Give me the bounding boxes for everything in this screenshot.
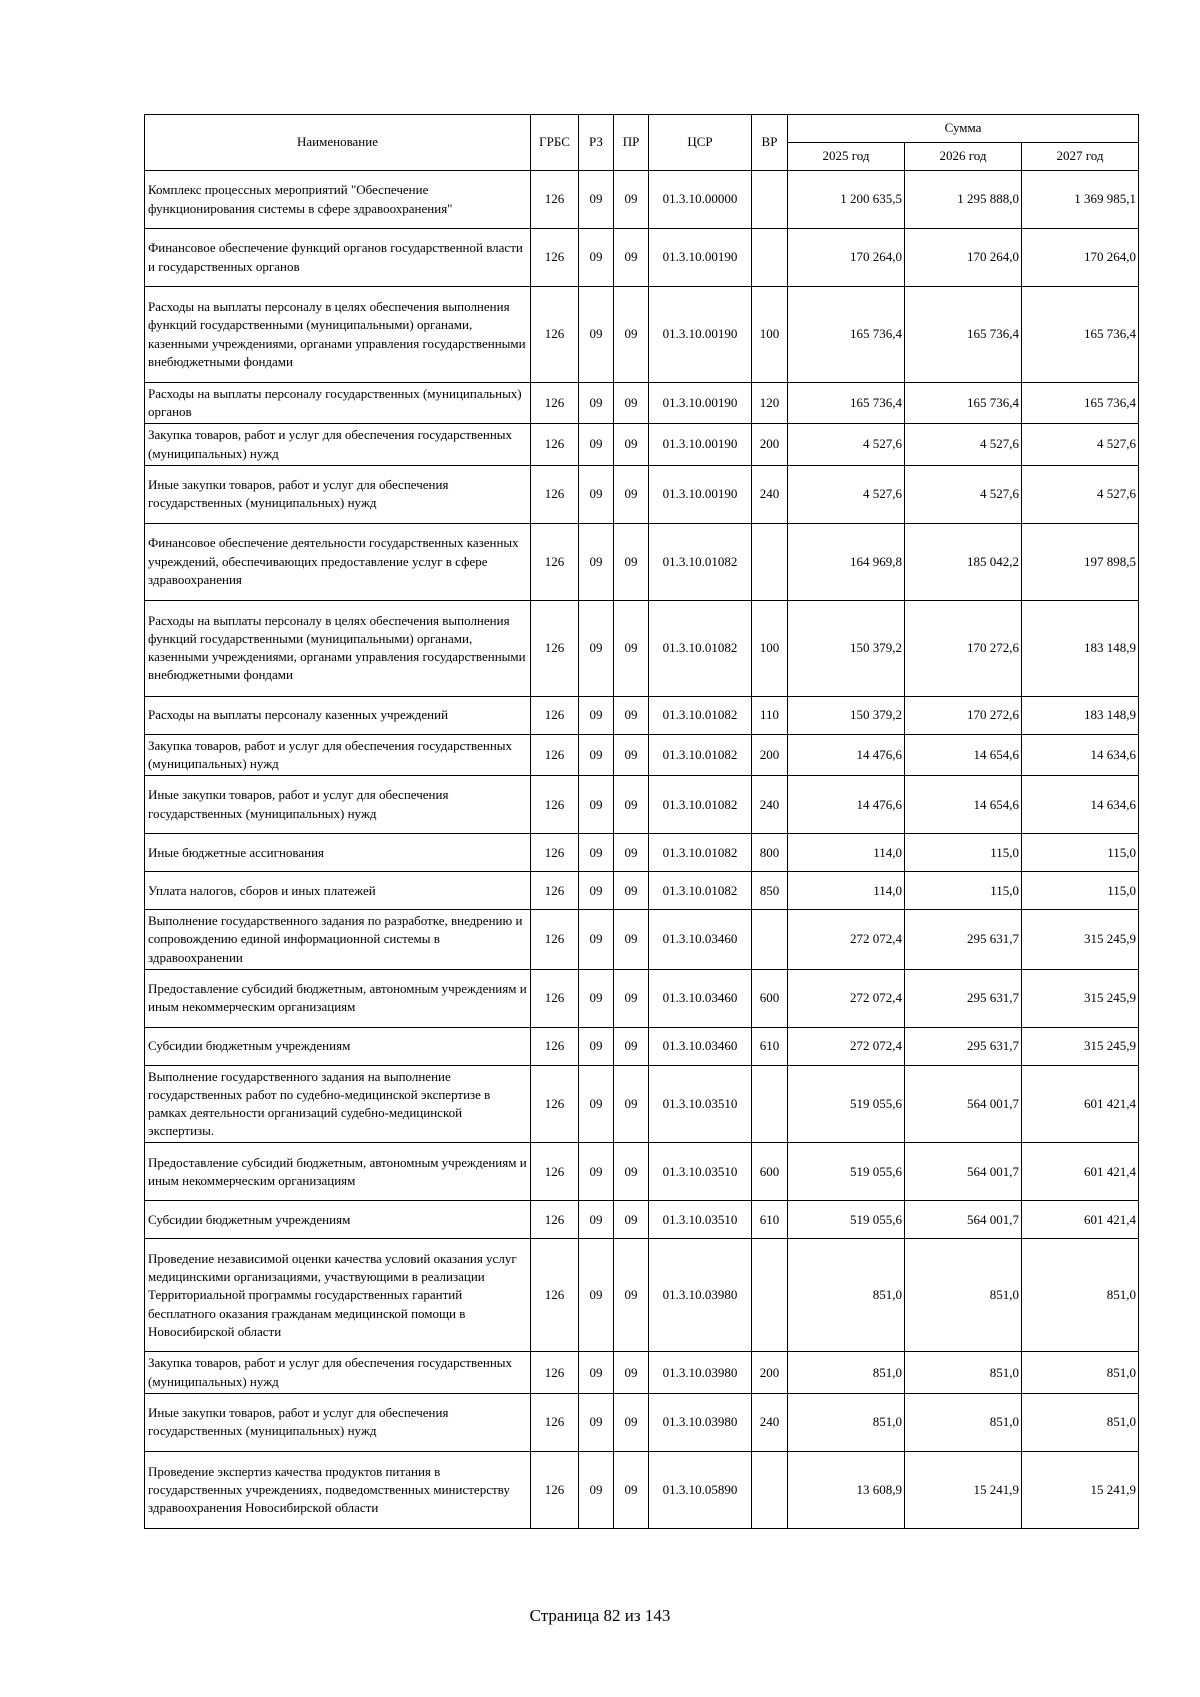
cell-name: Выполнение государственного задания на выполнение государственных работ по судебно-медицинской экспертизе в рамках деятельности организаций судебно-медицинской экспертизы. (145, 1065, 531, 1143)
cell-name: Иные закупки товаров, работ и услуг для обеспечения государственных (муниципальных) нужд (145, 1393, 531, 1451)
cell-grbs: 126 (531, 872, 579, 910)
cell-2027: 183 148,9 (1022, 696, 1139, 734)
cell-grbs: 126 (531, 523, 579, 600)
cell-2027: 14 634,6 (1022, 734, 1139, 775)
cell-2025: 114,0 (788, 872, 905, 910)
cell-vr: 800 (752, 834, 788, 872)
cell-vr: 110 (752, 696, 788, 734)
cell-pr: 09 (614, 696, 649, 734)
cell-name: Предоставление субсидий бюджетным, автономным учреждениям и иным некоммерческим организациям (145, 969, 531, 1027)
cell-vr: 850 (752, 872, 788, 910)
cell-2026: 170 272,6 (905, 600, 1022, 696)
cell-2027: 165 736,4 (1022, 383, 1139, 424)
cell-rz: 09 (579, 734, 614, 775)
cell-2025: 519 055,6 (788, 1143, 905, 1201)
cell-pr: 09 (614, 969, 649, 1027)
cell-grbs: 126 (531, 287, 579, 383)
cell-2026: 170 272,6 (905, 696, 1022, 734)
header-year-2027: 2027 год (1022, 143, 1139, 171)
cell-2026: 165 736,4 (905, 287, 1022, 383)
table-row (145, 287, 1139, 383)
cell-vr (752, 1239, 788, 1352)
cell-rz: 09 (579, 1065, 614, 1143)
cell-csr: 01.3.10.05890 (649, 1451, 752, 1528)
cell-grbs: 126 (531, 465, 579, 523)
cell-vr: 240 (752, 776, 788, 834)
cell-rz: 09 (579, 1393, 614, 1451)
cell-grbs: 126 (531, 600, 579, 696)
cell-2025: 1 200 635,5 (788, 171, 905, 229)
cell-grbs: 126 (531, 776, 579, 834)
cell-2025: 519 055,6 (788, 1065, 905, 1143)
cell-name: Закупка товаров, работ и услуг для обеспечения государственных (муниципальных) нужд (145, 734, 531, 775)
table-row (145, 383, 1139, 424)
header-year-2025: 2025 год (788, 143, 905, 171)
cell-vr (752, 229, 788, 287)
cell-2025: 150 379,2 (788, 600, 905, 696)
cell-csr: 01.3.10.03510 (649, 1143, 752, 1201)
cell-pr: 09 (614, 1451, 649, 1528)
table-row (145, 1065, 1139, 1143)
cell-pr: 09 (614, 776, 649, 834)
cell-2027: 14 634,6 (1022, 776, 1139, 834)
page-number: Страница 82 из 143 (529, 1606, 671, 1625)
cell-2025: 4 527,6 (788, 465, 905, 523)
cell-csr: 01.3.10.03980 (649, 1239, 752, 1352)
table-row (145, 424, 1139, 465)
cell-2025: 165 736,4 (788, 287, 905, 383)
table-row (145, 969, 1139, 1027)
cell-2025: 851,0 (788, 1393, 905, 1451)
cell-pr: 09 (614, 383, 649, 424)
cell-csr: 01.3.10.03980 (649, 1393, 752, 1451)
cell-pr: 09 (614, 872, 649, 910)
cell-2025: 114,0 (788, 834, 905, 872)
cell-2025: 272 072,4 (788, 969, 905, 1027)
cell-grbs: 126 (531, 383, 579, 424)
cell-rz: 09 (579, 696, 614, 734)
cell-2026: 295 631,7 (905, 969, 1022, 1027)
cell-vr: 610 (752, 1201, 788, 1239)
cell-2026: 564 001,7 (905, 1143, 1022, 1201)
cell-name: Иные бюджетные ассигнования (145, 834, 531, 872)
cell-rz: 09 (579, 1027, 614, 1065)
table-row (145, 1451, 1139, 1528)
cell-csr: 01.3.10.00000 (649, 171, 752, 229)
cell-csr: 01.3.10.00190 (649, 465, 752, 523)
cell-vr (752, 1451, 788, 1528)
cell-pr: 09 (614, 1143, 649, 1201)
cell-pr: 09 (614, 1201, 649, 1239)
cell-name: Расходы на выплаты персоналу в целях обеспечения выполнения функций государственными (муниципальными) органами, казенными учреждениями, органами управления государственными внебюджетными фондами (145, 600, 531, 696)
cell-csr: 01.3.10.01082 (649, 834, 752, 872)
cell-2025: 851,0 (788, 1239, 905, 1352)
cell-grbs: 126 (531, 1239, 579, 1352)
cell-2026: 4 527,6 (905, 465, 1022, 523)
header-csr: ЦСР (649, 115, 752, 171)
cell-name: Расходы на выплаты персоналу государственных (муниципальных) органов (145, 383, 531, 424)
table-row (145, 1352, 1139, 1393)
cell-2026: 4 527,6 (905, 424, 1022, 465)
cell-2027: 315 245,9 (1022, 969, 1139, 1027)
cell-vr: 200 (752, 424, 788, 465)
cell-2027: 4 527,6 (1022, 424, 1139, 465)
cell-grbs: 126 (531, 696, 579, 734)
cell-rz: 09 (579, 834, 614, 872)
cell-rz: 09 (579, 1451, 614, 1528)
table-row (145, 465, 1139, 523)
cell-2027: 4 527,6 (1022, 465, 1139, 523)
cell-csr: 01.3.10.01082 (649, 600, 752, 696)
cell-name: Расходы на выплаты персоналу в целях обеспечения выполнения функций государственными (муниципальными) органами, казенными учреждениями, органами управления государственными внебюджетными фондами (145, 287, 531, 383)
cell-name: Субсидии бюджетным учреждениям (145, 1027, 531, 1065)
cell-vr: 600 (752, 1143, 788, 1201)
cell-name: Комплекс процессных мероприятий "Обеспечение функционирования системы в сфере здравоохранения" (145, 171, 531, 229)
cell-2026: 851,0 (905, 1352, 1022, 1393)
cell-2025: 519 055,6 (788, 1201, 905, 1239)
budget-table (144, 114, 1139, 1529)
cell-pr: 09 (614, 1352, 649, 1393)
cell-vr: 600 (752, 969, 788, 1027)
table-row (145, 910, 1139, 970)
cell-rz: 09 (579, 969, 614, 1027)
cell-rz: 09 (579, 287, 614, 383)
cell-csr: 01.3.10.03460 (649, 969, 752, 1027)
table-row (145, 834, 1139, 872)
cell-vr: 240 (752, 1393, 788, 1451)
header-grbs: ГРБС (531, 115, 579, 171)
cell-csr: 01.3.10.01082 (649, 734, 752, 775)
cell-2027: 165 736,4 (1022, 287, 1139, 383)
cell-csr: 01.3.10.03980 (649, 1352, 752, 1393)
cell-vr: 240 (752, 465, 788, 523)
cell-grbs: 126 (531, 1143, 579, 1201)
cell-2025: 170 264,0 (788, 229, 905, 287)
cell-pr: 09 (614, 1239, 649, 1352)
cell-2026: 295 631,7 (905, 1027, 1022, 1065)
cell-2025: 4 527,6 (788, 424, 905, 465)
cell-vr: 100 (752, 287, 788, 383)
cell-name: Финансовое обеспечение деятельности государственных казенных учреждений, обеспечивающих предоставление услуг в сфере здравоохранения (145, 523, 531, 600)
cell-grbs: 126 (531, 229, 579, 287)
cell-2026: 170 264,0 (905, 229, 1022, 287)
cell-pr: 09 (614, 910, 649, 970)
table-row (145, 600, 1139, 696)
cell-rz: 09 (579, 465, 614, 523)
cell-vr (752, 1065, 788, 1143)
cell-2026: 851,0 (905, 1393, 1022, 1451)
cell-2027: 115,0 (1022, 872, 1139, 910)
cell-name: Иные закупки товаров, работ и услуг для обеспечения государственных (муниципальных) нужд (145, 465, 531, 523)
cell-name: Закупка товаров, работ и услуг для обеспечения государственных (муниципальных) нужд (145, 1352, 531, 1393)
table-row (145, 229, 1139, 287)
cell-2026: 1 295 888,0 (905, 171, 1022, 229)
cell-2026: 851,0 (905, 1239, 1022, 1352)
cell-name: Проведение независимой оценки качества условий оказания услуг медицинскими организациями, участвующими в реализации Территориальной программы государственных гарантий бесплатного оказания гражданам медицинской помощи в Новосибирской области (145, 1239, 531, 1352)
table-row (145, 171, 1139, 229)
header-rz: РЗ (579, 115, 614, 171)
cell-rz: 09 (579, 910, 614, 970)
cell-pr: 09 (614, 424, 649, 465)
cell-2025: 14 476,6 (788, 776, 905, 834)
cell-vr (752, 910, 788, 970)
cell-vr (752, 171, 788, 229)
cell-2026: 115,0 (905, 872, 1022, 910)
cell-csr: 01.3.10.01082 (649, 696, 752, 734)
cell-2026: 564 001,7 (905, 1065, 1022, 1143)
cell-2027: 170 264,0 (1022, 229, 1139, 287)
cell-2027: 315 245,9 (1022, 1027, 1139, 1065)
table-row (145, 734, 1139, 775)
cell-csr: 01.3.10.00190 (649, 287, 752, 383)
cell-name: Финансовое обеспечение функций органов государственной власти и государственных органов (145, 229, 531, 287)
table-row (145, 1393, 1139, 1451)
cell-vr: 100 (752, 600, 788, 696)
table-row (145, 776, 1139, 834)
cell-csr: 01.3.10.03510 (649, 1201, 752, 1239)
cell-pr: 09 (614, 600, 649, 696)
table-row (145, 1201, 1139, 1239)
cell-pr: 09 (614, 287, 649, 383)
cell-2027: 115,0 (1022, 834, 1139, 872)
cell-2025: 13 608,9 (788, 1451, 905, 1528)
cell-2027: 601 421,4 (1022, 1065, 1139, 1143)
cell-name: Субсидии бюджетным учреждениям (145, 1201, 531, 1239)
cell-2027: 601 421,4 (1022, 1201, 1139, 1239)
cell-grbs: 126 (531, 1027, 579, 1065)
cell-2026: 295 631,7 (905, 910, 1022, 970)
cell-2025: 150 379,2 (788, 696, 905, 734)
header-year-2026: 2026 год (905, 143, 1022, 171)
cell-2026: 15 241,9 (905, 1451, 1022, 1528)
cell-2026: 115,0 (905, 834, 1022, 872)
cell-rz: 09 (579, 383, 614, 424)
cell-rz: 09 (579, 229, 614, 287)
cell-2025: 165 736,4 (788, 383, 905, 424)
cell-csr: 01.3.10.00190 (649, 424, 752, 465)
cell-2026: 564 001,7 (905, 1201, 1022, 1239)
cell-pr: 09 (614, 834, 649, 872)
cell-grbs: 126 (531, 171, 579, 229)
cell-csr: 01.3.10.00190 (649, 229, 752, 287)
cell-name: Предоставление субсидий бюджетным, автономным учреждениям и иным некоммерческим организациям (145, 1143, 531, 1201)
cell-rz: 09 (579, 171, 614, 229)
cell-pr: 09 (614, 1027, 649, 1065)
table-row (145, 1143, 1139, 1201)
table-row (145, 872, 1139, 910)
table-row (145, 1027, 1139, 1065)
cell-pr: 09 (614, 734, 649, 775)
cell-grbs: 126 (531, 910, 579, 970)
cell-vr: 610 (752, 1027, 788, 1065)
cell-2027: 1 369 985,1 (1022, 171, 1139, 229)
cell-2026: 165 736,4 (905, 383, 1022, 424)
header-pr: ПР (614, 115, 649, 171)
cell-2025: 164 969,8 (788, 523, 905, 600)
cell-grbs: 126 (531, 969, 579, 1027)
cell-csr: 01.3.10.00190 (649, 383, 752, 424)
cell-grbs: 126 (531, 734, 579, 775)
cell-name: Проведение экспертиз качества продуктов питания в государственных учреждениях, подведомственных министерству здравоохранения Новосибирской области (145, 1451, 531, 1528)
cell-csr: 01.3.10.01082 (649, 872, 752, 910)
cell-rz: 09 (579, 1143, 614, 1201)
cell-name: Выполнение государственного задания по разработке, внедрению и сопровождению единой информационной системы в здравоохранении (145, 910, 531, 970)
cell-rz: 09 (579, 1239, 614, 1352)
cell-grbs: 126 (531, 1201, 579, 1239)
cell-csr: 01.3.10.01082 (649, 523, 752, 600)
table-row (145, 523, 1139, 600)
cell-grbs: 126 (531, 1393, 579, 1451)
cell-2027: 851,0 (1022, 1352, 1139, 1393)
cell-grbs: 126 (531, 1065, 579, 1143)
cell-grbs: 126 (531, 424, 579, 465)
cell-2027: 197 898,5 (1022, 523, 1139, 600)
cell-csr: 01.3.10.01082 (649, 776, 752, 834)
cell-csr: 01.3.10.03460 (649, 1027, 752, 1065)
cell-pr: 09 (614, 1065, 649, 1143)
cell-2027: 15 241,9 (1022, 1451, 1139, 1528)
cell-2027: 315 245,9 (1022, 910, 1139, 970)
cell-pr: 09 (614, 465, 649, 523)
cell-2027: 601 421,4 (1022, 1143, 1139, 1201)
cell-pr: 09 (614, 523, 649, 600)
cell-rz: 09 (579, 1352, 614, 1393)
cell-vr: 200 (752, 734, 788, 775)
table-body (145, 171, 1139, 1529)
table-header (145, 115, 1139, 171)
table-row (145, 1239, 1139, 1352)
header-sum: Сумма (788, 115, 1139, 143)
header-vr: ВР (752, 115, 788, 171)
cell-grbs: 126 (531, 1352, 579, 1393)
cell-name: Закупка товаров, работ и услуг для обеспечения государственных (муниципальных) нужд (145, 424, 531, 465)
cell-rz: 09 (579, 872, 614, 910)
cell-grbs: 126 (531, 1451, 579, 1528)
cell-rz: 09 (579, 424, 614, 465)
cell-2027: 851,0 (1022, 1393, 1139, 1451)
cell-pr: 09 (614, 1393, 649, 1451)
cell-name: Расходы на выплаты персоналу казенных учреждений (145, 696, 531, 734)
cell-2027: 183 148,9 (1022, 600, 1139, 696)
cell-2026: 14 654,6 (905, 776, 1022, 834)
cell-pr: 09 (614, 229, 649, 287)
cell-rz: 09 (579, 1201, 614, 1239)
cell-vr: 120 (752, 383, 788, 424)
cell-2026: 14 654,6 (905, 734, 1022, 775)
cell-vr: 200 (752, 1352, 788, 1393)
cell-csr: 01.3.10.03460 (649, 910, 752, 970)
cell-rz: 09 (579, 776, 614, 834)
cell-pr: 09 (614, 171, 649, 229)
cell-rz: 09 (579, 600, 614, 696)
cell-name: Уплата налогов, сборов и иных платежей (145, 872, 531, 910)
header-name: Наименование (145, 115, 531, 171)
table-row (145, 696, 1139, 734)
cell-csr: 01.3.10.03510 (649, 1065, 752, 1143)
cell-rz: 09 (579, 523, 614, 600)
cell-2026: 185 042,2 (905, 523, 1022, 600)
cell-2025: 272 072,4 (788, 910, 905, 970)
cell-2027: 851,0 (1022, 1239, 1139, 1352)
cell-2025: 272 072,4 (788, 1027, 905, 1065)
cell-name: Иные закупки товаров, работ и услуг для обеспечения государственных (муниципальных) нужд (145, 776, 531, 834)
cell-2025: 14 476,6 (788, 734, 905, 775)
cell-vr (752, 523, 788, 600)
cell-2025: 851,0 (788, 1352, 905, 1393)
cell-grbs: 126 (531, 834, 579, 872)
